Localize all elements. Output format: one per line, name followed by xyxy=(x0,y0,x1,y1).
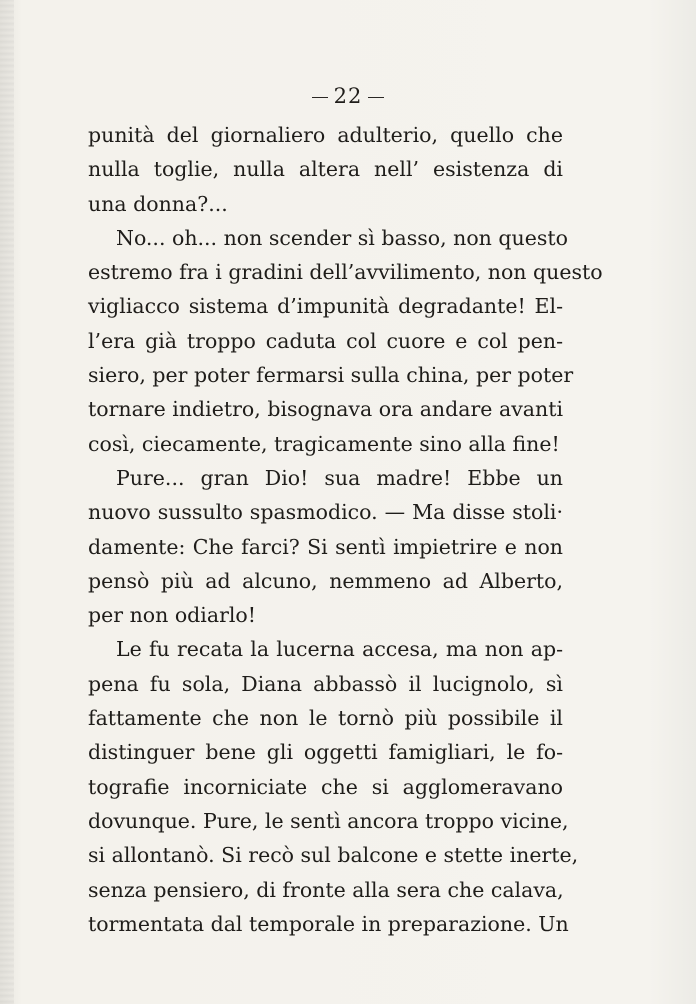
text-line: punità del giornaliero adulterio, quello che xyxy=(88,123,563,147)
text-line: nulla toglie, nulla altera nell’ esistenza di xyxy=(88,157,563,182)
text-line: estremo fra i gradini dell’avvilimento, non questo xyxy=(88,260,603,285)
text-line: dovunque. Pure, le sentì ancora troppo vicine, xyxy=(88,808,569,833)
page-number-header xyxy=(0,84,696,108)
body-text xyxy=(88,118,603,941)
text-line: pensò più ad alcuno, nemmeno ad Alberto, xyxy=(88,568,563,593)
text-line: siero, per poter fermarsi sulla china, per poter xyxy=(88,363,574,388)
text-line: Pure... gran Dio! sua madre! Ebbe un xyxy=(116,465,563,490)
page-binding-edge xyxy=(0,0,14,1004)
text-line: No... oh... non scender sì basso, non questo xyxy=(116,225,568,250)
text-line: senza pensiero, di fronte alla sera che calava, xyxy=(88,877,564,902)
text-line: si allontanò. Si recò sul balcone e stette inerte, xyxy=(88,843,579,868)
page-number: 22 xyxy=(333,84,363,108)
text-line: così, ciecamente, tragicamente sino alla fine! xyxy=(88,431,560,456)
text-line: fattamente che non le tornò più possibile il xyxy=(88,706,563,731)
text-line: nuovo sussulto spasmodico. — Ma disse stoli· xyxy=(88,500,563,525)
text-line: vigliacco sistema d’impunità degradante! El- xyxy=(88,294,563,319)
text-line: l’era già troppo caduta col cuore e col pen- xyxy=(88,328,563,353)
text-line: tormentata dal temporale in preparazione. Un xyxy=(88,911,569,936)
text-line: damente: Che farci? Si sentì impietrire e non xyxy=(88,534,563,559)
text-line: tornare indietro, bisognava ora andare avanti xyxy=(88,397,563,422)
page-number-dash-left xyxy=(312,97,328,98)
text-line: una donna?... xyxy=(88,191,228,216)
text-line: Le fu recata la lucerna accesa, ma non ap- xyxy=(116,637,563,662)
text-line: pena fu sola, Diana abbassò il lucignolo, sì xyxy=(88,671,563,696)
page-number-dash-right xyxy=(368,97,384,98)
text-line: per non odiarlo! xyxy=(88,603,257,628)
text-line: distinguer bene gli oggetti famigliari, le fo- xyxy=(88,740,563,765)
text-line: tografie incorniciate che si agglomeravano xyxy=(88,774,563,799)
